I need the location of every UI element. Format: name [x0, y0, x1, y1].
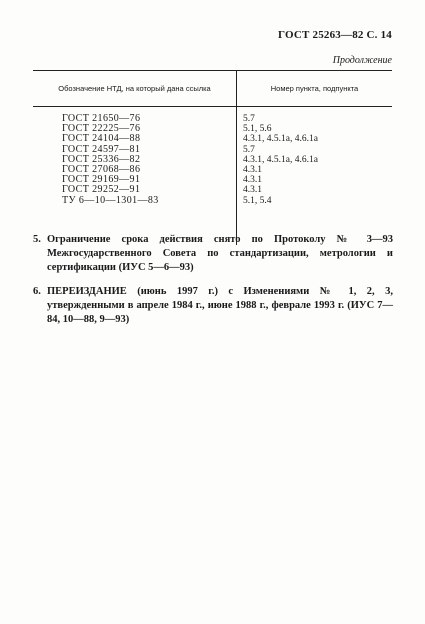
note-number: 6.: [33, 286, 41, 297]
note-text: ПЕРЕИЗДАНИЕ (июнь 1997 г.) с Изменениями № 1, 2, 3, утвержденными в апреле 1984 г., июне 1988 г., феврале 1993 г. (ИУС 7—84, 10—88, 9—93): [47, 286, 393, 325]
table-cell-document: ГОСТ 27068—86: [62, 163, 141, 175]
table-cell-document: ГОСТ 29169—91: [62, 174, 141, 186]
table-header: [33, 71, 392, 107]
table-cell-document: ГОСТ 24104—88: [62, 133, 141, 145]
table-cell-document: ГОСТ 21650—76: [62, 113, 141, 124]
column-header-clause: Номер пункта, подпункта: [270, 83, 359, 93]
table-cell-clause: 5.1, 5.6: [243, 124, 272, 135]
table-cell-document: ГОСТ 29252—91: [62, 184, 141, 196]
table-cell-clause: 5.7: [243, 144, 255, 155]
note-number: 5.: [33, 234, 41, 245]
table-body: [33, 107, 392, 245]
table-cell-document: ГОСТ 25336—82: [62, 153, 141, 165]
document-column: [33, 107, 237, 245]
notes-section: [33, 233, 393, 337]
table-cell-clause: 4.3.1: [243, 175, 262, 186]
page-header: ГОСТ 25263—82 С. 14: [278, 29, 392, 41]
table-cell-clause: 4.3.1: [243, 164, 262, 175]
table-cell-clause: 4.3.1, 4.5.1а, 4.6.1а: [243, 134, 318, 145]
table-cell-clause: 5.7: [243, 114, 255, 124]
table-cell-clause: 4.3.1, 4.5.1а, 4.6.1а: [243, 154, 318, 165]
table-cell-document: ТУ 6—10—1301—83: [62, 194, 159, 206]
column-header-document: Обозначение НТД, на который дана ссылка: [33, 71, 237, 106]
note-item: [33, 285, 393, 327]
table-continuation-label: Продолжение: [332, 55, 392, 66]
references-table: [33, 70, 392, 245]
note-text: Ограничение срока действия снято по Протоколу № 3—93 Межгосударственного Совета по стандартизации, метрологии и сертификации (ИУС 5—6—93): [47, 234, 393, 273]
note-item: [33, 233, 393, 275]
table-cell-document: ГОСТ 24597—81: [62, 143, 141, 155]
table-cell-document: ГОСТ 22225—76: [62, 123, 141, 135]
table-cell-clause: 4.3.1: [243, 185, 262, 196]
clause-column: [237, 107, 392, 245]
table-cell-clause: 5.1, 5.4: [243, 195, 272, 206]
